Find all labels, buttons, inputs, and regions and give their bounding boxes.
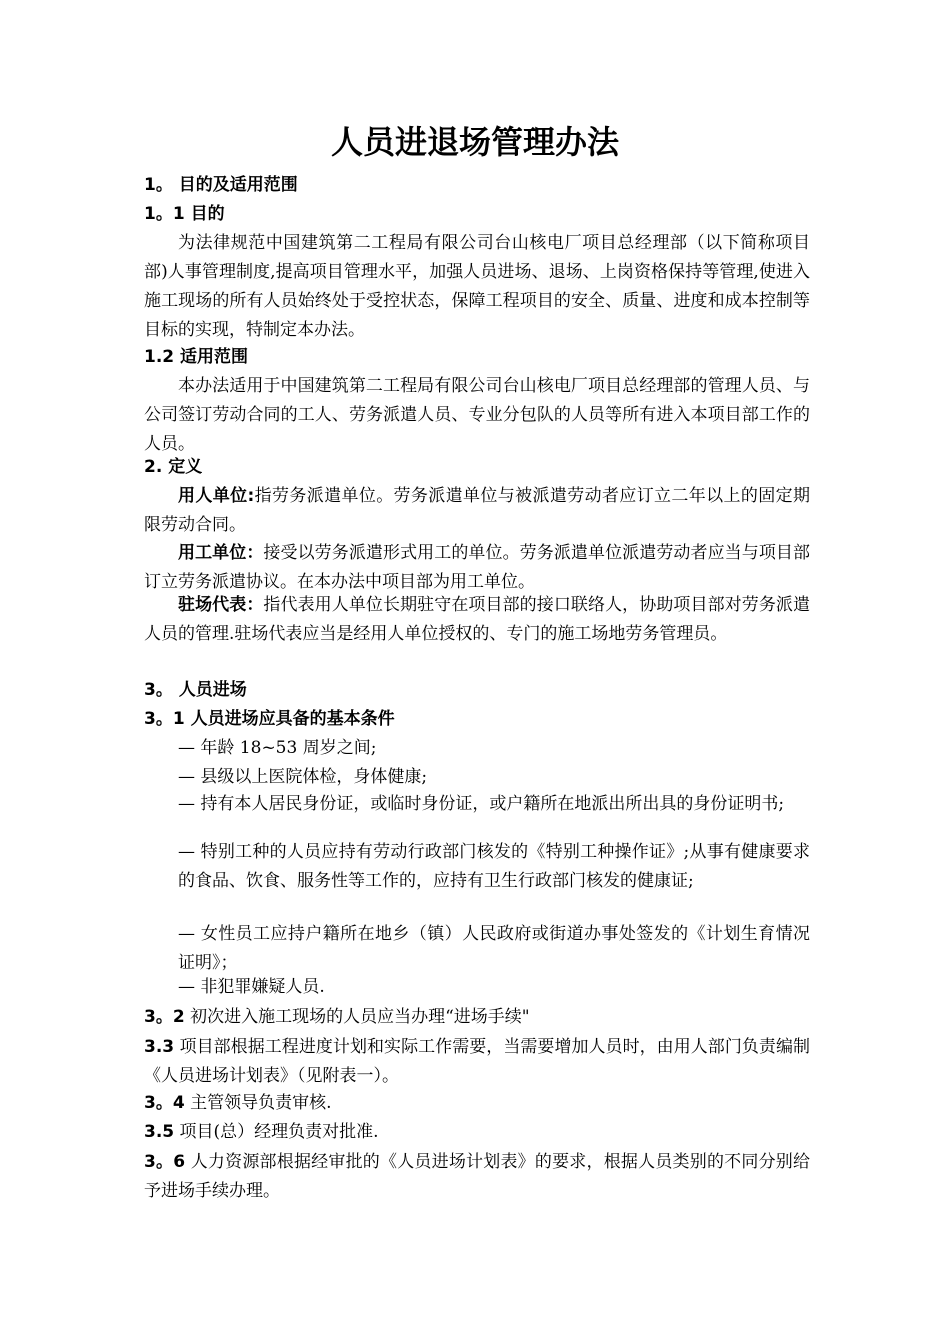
section-3-3-number: 3.3 [144, 1037, 175, 1057]
section-3-6-number: 3。6 [144, 1152, 186, 1172]
section-3-4 [144, 1089, 810, 1118]
section-1-1-heading: 1。1 目的 [144, 204, 225, 224]
definition-site-rep-term: 驻场代表： [178, 595, 264, 615]
definition-site-rep [144, 591, 810, 649]
section-1-heading: 1。 目的及适用范围 [144, 175, 298, 195]
condition-item: — 县级以上医院体检，身体健康; [178, 767, 428, 787]
page-title: 人员进退场管理办法 [330, 123, 619, 161]
condition-item: — 女性员工应持户籍所在地乡（镇）人民政府或街道办事处签发的《计划生育情况证明》； [178, 924, 810, 973]
definition-user-unit-text: 接受以劳务派遣形式用工的单位。劳务派遣单位派遣劳动者应当与项目部订立劳务派遣协议。在本办法中项目部为用工单位。 [144, 543, 811, 592]
definition-employer-text: 指劳务派遣单位。劳务派遣单位与被派遣劳动者应订立二年以上的固定期限劳动合同。 [144, 486, 810, 535]
definition-user-unit [144, 539, 810, 597]
definition-employer-term: 用人单位: [178, 486, 255, 506]
section-1-1-paragraph: 为法律规范中国建筑第二工程局有限公司台山核电厂项目总经理部（以下简称项目部)人事管理制度,提高项目管理水平，加强人员进场、退场、上岗资格保持等管理,使进入施工现场的所有人员始终处于受控状态，保障工程项目的安全、质量、进度和成本控制等目标的实现，特制定本办法。 [144, 233, 810, 340]
definition-site-rep-text: 指代表用人单位长期驻守在项目部的接口联络人，协助项目部对劳务派遣人员的管理.驻场代表应当是经用人单位授权的、专门的施工场地劳务管理员。 [144, 595, 811, 644]
section-3-1-heading: 3。1 人员进场应具备的基本条件 [144, 709, 395, 729]
definition-user-unit-term: 用工单位： [178, 543, 264, 563]
section-3-5-text: 项目(总）经理负责对批准. [174, 1122, 379, 1142]
section-3-heading: 3。 人员进场 [144, 680, 247, 700]
section-3-2 [144, 1003, 810, 1032]
section-3-6 [144, 1148, 810, 1206]
section-1-2-heading: 1.2 适用范围 [144, 347, 249, 367]
condition-item: — 持有本人居民身份证，或临时身份证，或户籍所在地派出所出具的身份证明书; [178, 794, 785, 814]
section-3-3 [144, 1033, 810, 1091]
section-3-3-text: 项目部根据工程进度计划和实际工作需要，当需要增加人员时，由用人部门负责编制《人员进场计划表》（见附表一）。 [144, 1037, 810, 1086]
section-3-2-text: 初次进入施工现场的人员应当办理“进场手续" [184, 1007, 530, 1027]
section-3-5-number: 3.5 [144, 1122, 175, 1142]
section-3-5 [144, 1118, 810, 1147]
condition-item: — 特别工种的人员应持有劳动行政部门核发的《特别工种操作证》;从事有健康要求的食品、饮食、服务性等工作的，应持有卫生行政部门核发的健康证; [178, 842, 810, 891]
definition-employer [144, 482, 810, 540]
section-1-2-paragraph: 本办法适用于中国建筑第二工程局有限公司台山核电厂项目总经理部的管理人员、与公司签订劳动合同的工人、劳务派遣人员、专业分包队的人员等所有进入本项目部工作的人员。 [144, 376, 810, 454]
condition-item: — 非犯罪嫌疑人员. [178, 977, 325, 997]
section-3-4-text: 主管领导负责审核. [184, 1093, 332, 1113]
section-3-2-number: 3。2 [144, 1007, 185, 1027]
section-3-4-number: 3。4 [144, 1093, 185, 1113]
section-3-6-text: 人力资源部根据经审批的《人员进场计划表》的要求，根据人员类别的不同分别给予进场手续办理。 [144, 1152, 810, 1201]
condition-item: — 年龄 18~53 周岁之间; [178, 738, 377, 758]
section-2-heading: 2. 定义 [144, 457, 203, 477]
